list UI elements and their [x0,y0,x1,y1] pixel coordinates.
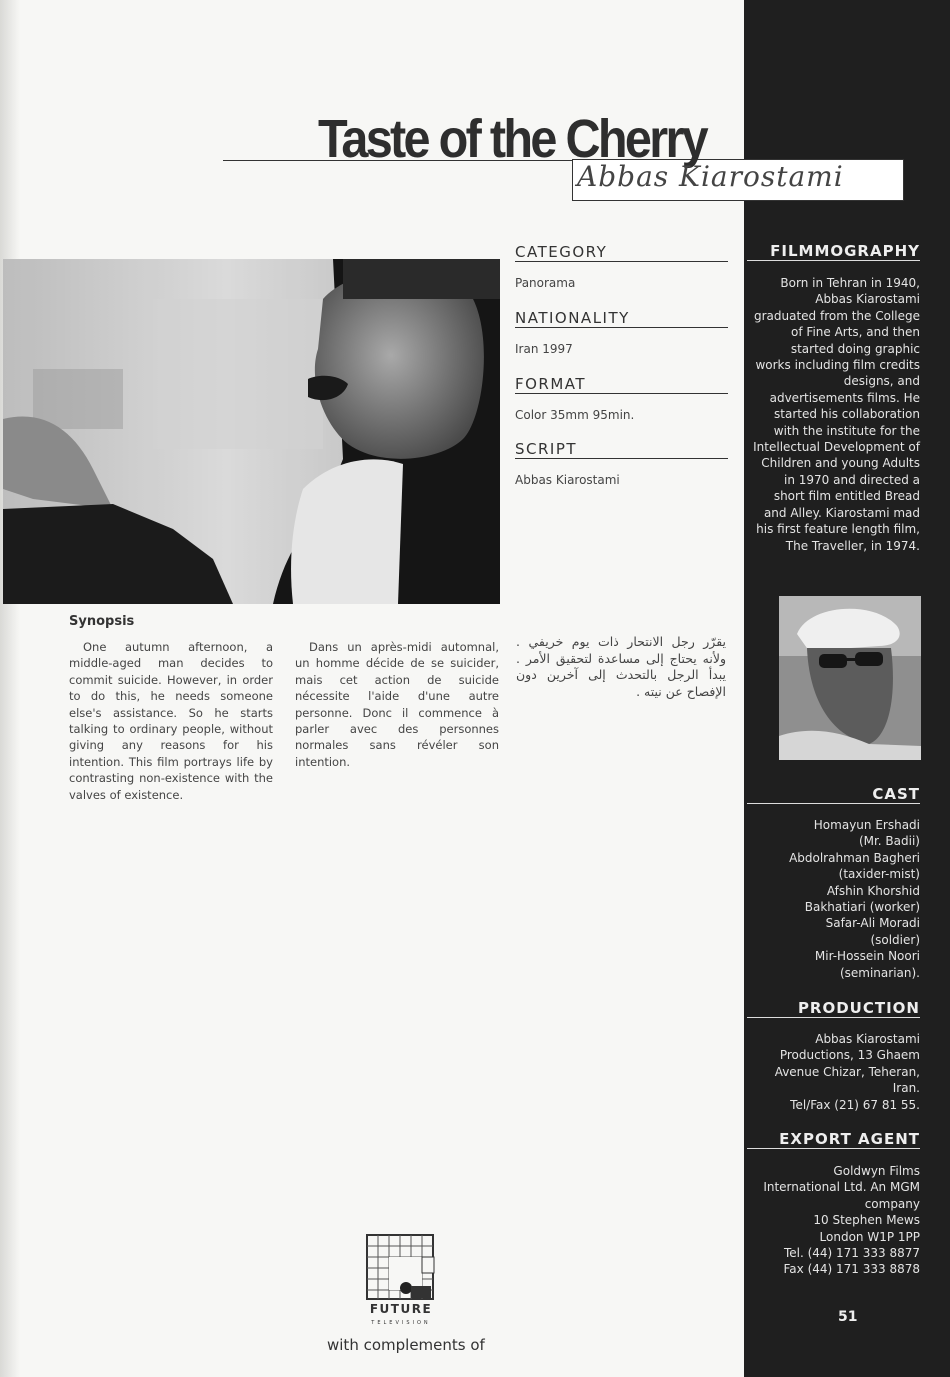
page-title: Taste of the Cherry [318,109,706,169]
info-script-label: SCRIPT [515,441,728,459]
cast-line: Mir-Hossein Noori [814,949,920,964]
production-details [752,1031,920,1113]
export-line: International Ltd. An MGM [763,1180,920,1195]
production-line: Iran. [892,1081,920,1096]
page-number: 51 [838,1309,858,1325]
info-format-label: FORMAT [515,376,728,394]
logo-wordmark: FUTURE [369,1302,433,1316]
info-nationality-value: Iran 1997 [515,342,573,356]
synopsis-english: One autumn afternoon, a middle-aged man decides to commit suicide. However, in order to do this, he needs someone else's assistance. So he starts talking to ordinary people, without giving any reasons for his intention. This film portrays life by contrasting non-existence with the valves of existence. [69,640,273,802]
filmography-text: Born in Tehran in 1940, Abbas Kiarostami graduated from the College of Fine Arts, and then started doing graphic works including film credits designs, and advertisements films. He started his collaboration with the institute for the Intellectual Development of Children and young Adults in 1970 and directed a short film entitled Bread and Alley. Kiarostami mad his first feature length film, The Traveller, in 1974. [753,276,920,553]
export-line: 10 Stephen Mews [813,1213,920,1228]
info-nationality-label: NATIONALITY [515,310,728,328]
director-photo-image [779,596,921,760]
cast-line: (seminarian). [839,965,920,980]
synopsis-french: Dans un après-midi automnal, un homme décide de se suicider, mais cet action de suicide nécessite l'aide d'une autre personne. Donc il commence à parler avec des personnes normales sans révéler son intention. [295,640,499,769]
filmography-heading: FILMMOGRAPHY [747,243,920,261]
cast-line: (soldier) [870,932,920,947]
export-agent-details [752,1163,920,1278]
export-line: company [864,1196,920,1211]
cast-line: (Mr. Badii) [858,834,920,849]
film-still-image [3,259,500,604]
director-name: Abbas Kiarostami [577,160,844,193]
director-photo [779,596,921,760]
export-line: Fax (44) 171 333 8878 [783,1262,920,1277]
logo-subtitle: TELEVISION [371,1320,431,1326]
complements-text: with complements of [327,1336,485,1354]
info-format-value: Color 35mm 95min. [515,408,635,422]
film-still-photo [3,259,500,604]
info-category-label: CATEGORY [515,244,728,262]
cast-list [752,817,920,981]
export-line: Goldwyn Films [833,1164,920,1178]
export-line: Tel. (44) 171 333 8877 [783,1246,920,1261]
future-television-logo [366,1234,436,1300]
production-line: Abbas Kiarostami [815,1032,920,1046]
info-nationality [515,310,728,356]
production-line: Avenue Chizar, Teheran, [774,1064,920,1079]
grid-logo-icon [366,1234,436,1300]
synopsis-arabic: يقرّر رجل الانتحار ذات يوم خريفي . ولأنه يحتاج إلى مساعدة لتحقيق الأمر . يبدأ الرجل بالتحدث إلى آخرين دون الإفصاح عن نيته . [516,634,726,699]
export-line: London W1P 1PP [819,1229,920,1244]
cast-line: Homayun Ershadi [813,818,920,832]
production-line: Productions, 13 Ghaem [779,1048,920,1063]
page-gutter-shadow [0,0,20,1377]
info-format [515,376,728,422]
info-category-value: Panorama [515,276,576,290]
export-agent-heading: EXPORT AGENT [747,1131,920,1149]
cast-line: Afshin Khorshid [826,883,920,898]
cast-line: Safar-Ali Moradi [825,916,920,931]
cast-line: Bakhatiari (worker) [804,900,920,915]
info-script [515,441,728,487]
cast-line: (taxider-mist) [838,867,920,882]
production-line: Tel/Fax (21) 67 81 55. [790,1097,920,1112]
info-script-value: Abbas Kiarostami [515,473,620,487]
cast-heading: CAST [747,786,920,804]
synopsis-heading: Synopsis [69,614,135,629]
production-heading: PRODUCTION [747,1000,920,1018]
cast-line: Abdolrahman Bagheri [789,850,920,865]
info-category [515,244,728,290]
